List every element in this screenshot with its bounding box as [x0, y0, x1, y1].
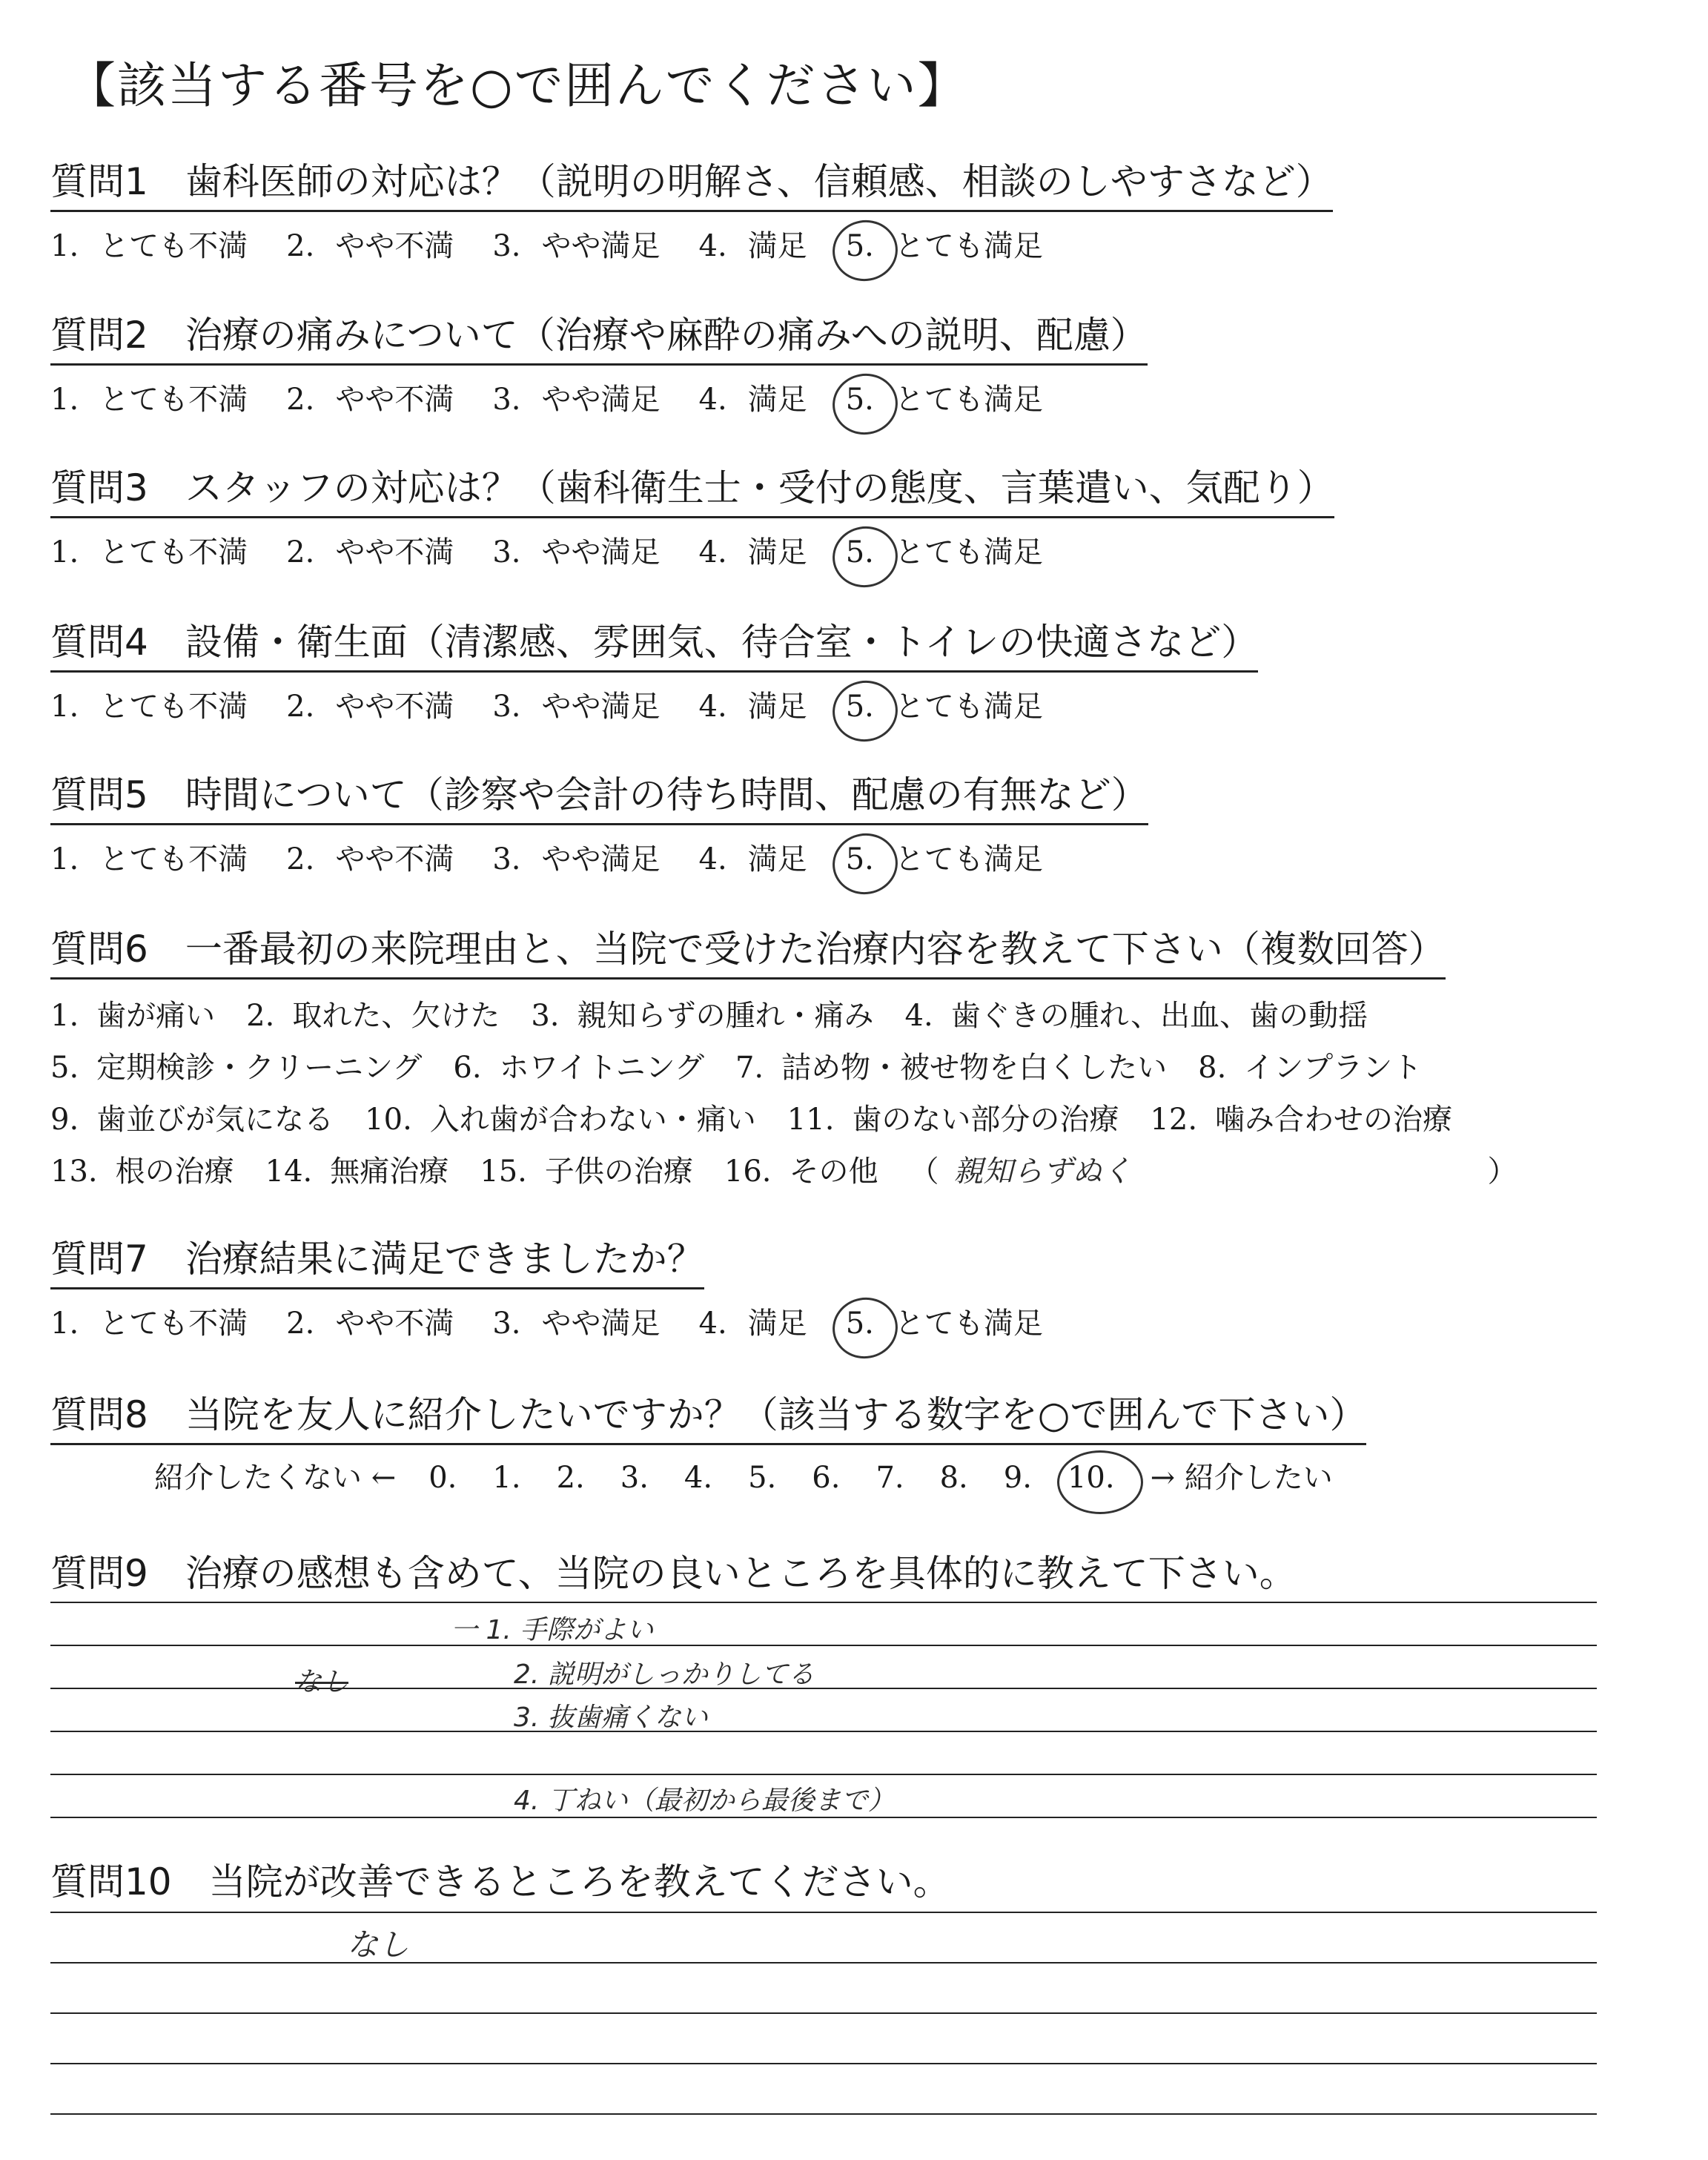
option-label: やや不満 — [335, 383, 454, 417]
option-label: やや不満 — [335, 690, 454, 724]
option-number: 4. — [698, 229, 727, 263]
rating-options — [50, 836, 1148, 878]
q6-option[interactable] — [50, 1042, 422, 1094]
option-number: 3. — [492, 842, 521, 876]
option-label: 噛み合わせの治療 — [1215, 1103, 1453, 1137]
option-number: 2. — [286, 229, 315, 263]
q6-option[interactable] — [724, 1146, 878, 1198]
question-1-heading — [50, 152, 1333, 212]
option-label: その他 — [789, 1155, 878, 1189]
question-text: 当院が改善できるところを教えてください。 — [208, 1860, 950, 1903]
q6-row — [50, 1146, 1517, 1198]
question-text: 治療の感想も含めて、当院の良いところを具体的に教えて下さい。 — [185, 1552, 1297, 1595]
option-label: やや満足 — [541, 535, 661, 569]
option-number: 2. — [286, 690, 315, 724]
option-label: やや不満 — [335, 229, 454, 263]
rating-option-1[interactable] — [50, 529, 248, 571]
rating-options — [50, 376, 1148, 418]
scale-option[interactable]: 8. — [939, 1461, 968, 1495]
option-number: 2. — [246, 999, 275, 1033]
question-text: 設備・衛生面（清潔感、雰囲気、待合室・トイレの快適さなど） — [185, 621, 1259, 664]
other-answer-field[interactable] — [910, 1146, 1517, 1198]
question-text: 一番最初の来院理由と、当院で受けた治療内容を教えて下さい（複数回答） — [185, 928, 1446, 971]
recommend-scale — [50, 1454, 1366, 1496]
question-4-heading — [50, 612, 1258, 673]
rating-option-4[interactable] — [699, 683, 807, 725]
option-label: とても不満 — [99, 535, 248, 569]
q6-options — [50, 990, 1517, 1198]
rating-option-2[interactable] — [286, 529, 454, 571]
question-9 — [50, 1544, 1297, 1597]
option-label: インプラント — [1244, 1051, 1423, 1085]
option-label: 定期検診・クリーニング — [96, 1051, 423, 1085]
option-label: 満足 — [747, 535, 807, 569]
question-7-heading — [50, 1229, 704, 1289]
option-label: とても不満 — [99, 229, 248, 263]
scale-option[interactable]: 5. — [748, 1461, 777, 1495]
option-label: 満足 — [747, 842, 807, 876]
option-label: やや満足 — [541, 229, 661, 263]
option-number: 3. — [492, 690, 521, 724]
option-number: 5. — [845, 229, 874, 263]
option-number: 1. — [50, 1307, 79, 1341]
question-number: 質問5 — [50, 773, 148, 816]
rating-option-4[interactable] — [699, 376, 807, 418]
option-number: 2. — [286, 535, 315, 569]
rating-option-2[interactable] — [286, 376, 454, 418]
rating-option-4[interactable] — [699, 222, 807, 265]
q9-answer-3: 3. 抜歯痛くない — [514, 1702, 708, 1733]
question-number: 質問10 — [50, 1860, 172, 1903]
rating-option-3[interactable] — [492, 683, 660, 725]
q9-answer-2: 2. 説明がしっかりしてる — [514, 1659, 815, 1690]
question-1 — [50, 152, 1333, 265]
option-label: 歯が痛い — [96, 999, 216, 1033]
option-number: 3. — [531, 999, 560, 1033]
option-label: 歯のない部分の治療 — [852, 1103, 1119, 1137]
option-number: 3. — [492, 1307, 521, 1341]
q6-option[interactable] — [1150, 1094, 1452, 1146]
q6-row — [50, 990, 1517, 1042]
option-number: 13. — [50, 1155, 98, 1189]
rating-option-2[interactable] — [286, 836, 454, 878]
question-text: 当院を友人に紹介したいですか？（該当する数字を○で囲んで下さい） — [185, 1393, 1367, 1436]
option-label: 満足 — [747, 690, 807, 724]
option-number: 1. — [50, 999, 79, 1033]
option-label: 歯並びが気になる — [96, 1103, 334, 1137]
option-number: 1. — [50, 229, 79, 263]
question-8 — [50, 1385, 1366, 1496]
option-label: 満足 — [747, 383, 807, 417]
scale-option[interactable]: 10. — [1067, 1461, 1115, 1495]
option-label: とても不満 — [99, 842, 248, 876]
rating-option-1[interactable] — [50, 222, 248, 265]
rating-option-4[interactable] — [699, 836, 807, 878]
rating-option-5[interactable] — [846, 376, 1043, 418]
q6-option[interactable] — [453, 1042, 704, 1094]
option-label: やや満足 — [541, 383, 661, 417]
option-number: 3. — [492, 383, 521, 417]
q6-option[interactable] — [787, 1094, 1119, 1146]
rating-option-1[interactable] — [50, 1300, 248, 1342]
option-number: 1. — [50, 535, 79, 569]
scale-option[interactable]: 1. — [492, 1461, 521, 1495]
option-label: とても満足 — [894, 535, 1043, 569]
q6-option[interactable] — [480, 1146, 693, 1198]
scale-option[interactable]: 4. — [683, 1461, 713, 1495]
option-label: とても不満 — [99, 383, 248, 417]
rating-option-3[interactable] — [492, 529, 660, 571]
question-text: 治療の痛みについて（治療や麻酔の痛みへの説明、配慮） — [185, 314, 1148, 357]
q6-option[interactable] — [265, 1146, 449, 1198]
scale-option[interactable]: 6. — [812, 1461, 841, 1495]
rating-option-2[interactable] — [286, 222, 454, 265]
option-label: 満足 — [747, 1307, 807, 1341]
q6-option[interactable] — [1198, 1042, 1422, 1094]
option-number: 14. — [265, 1155, 313, 1189]
question-9-heading — [50, 1544, 1297, 1597]
option-number: 5. — [845, 1307, 874, 1341]
question-text: 治療結果に満足できましたか？ — [185, 1238, 704, 1281]
rating-option-2[interactable] — [286, 683, 454, 725]
option-label: 子供の治療 — [544, 1155, 693, 1189]
rating-options — [50, 683, 1258, 725]
option-number: 1. — [50, 690, 79, 724]
scale-option[interactable]: 9. — [1003, 1461, 1032, 1495]
q9-answer-lines — [50, 1602, 1597, 1824]
option-number: 6. — [453, 1051, 482, 1085]
rating-options — [50, 222, 1333, 265]
question-text: スタッフの対応は？（歯科衛生士・受付の態度、言葉遣い、気配り） — [185, 466, 1334, 509]
rating-option-5[interactable] — [846, 836, 1043, 878]
rating-option-1[interactable] — [50, 683, 248, 725]
q6-option[interactable] — [531, 990, 873, 1042]
option-label: とても不満 — [99, 1307, 248, 1341]
q6-option[interactable] — [365, 1094, 756, 1146]
option-number: 12. — [1150, 1103, 1198, 1137]
q9-answer-4: 4. 丁ねい（最初から最後まで） — [514, 1786, 895, 1816]
option-label: 取れた、欠けた — [292, 999, 500, 1033]
rating-option-3[interactable] — [492, 1300, 660, 1342]
rating-options — [50, 529, 1334, 571]
option-number: 5. — [845, 690, 874, 724]
option-number: 11. — [787, 1103, 835, 1137]
option-label: とても不満 — [99, 690, 248, 724]
question-6 — [50, 919, 1517, 1198]
option-number: 1. — [50, 383, 79, 417]
question-number: 質問4 — [50, 621, 148, 664]
rating-option-2[interactable] — [286, 1300, 454, 1342]
option-label: とても満足 — [894, 1307, 1043, 1341]
q9-struck-answer: なし — [295, 1667, 349, 1697]
question-text: 歯科医師の対応は？（説明の明解さ、信頼感、相談のしやすさなど） — [185, 160, 1333, 203]
option-label: とても満足 — [894, 229, 1043, 263]
rating-option-5[interactable] — [846, 683, 1043, 725]
option-number: 5. — [845, 842, 874, 876]
option-label: やや不満 — [335, 535, 454, 569]
option-label: やや不満 — [335, 1307, 454, 1341]
option-label: やや満足 — [541, 690, 661, 724]
question-6-heading — [50, 919, 1446, 980]
paren-open: （ — [909, 1155, 939, 1189]
scale-option[interactable]: 3. — [620, 1461, 649, 1495]
question-number: 質問7 — [50, 1238, 148, 1281]
option-label: とても満足 — [894, 383, 1043, 417]
scale-right-label: → 紹介したい — [1150, 1461, 1333, 1495]
question-text: 時間について（診察や会計の待ち時間、配慮の有無など） — [185, 773, 1148, 816]
scale-left-label: 紹介したくない ← — [154, 1461, 397, 1495]
question-5-heading — [50, 765, 1148, 825]
option-label: やや不満 — [335, 842, 454, 876]
option-number: 4. — [698, 690, 727, 724]
q6-option[interactable] — [735, 1042, 1167, 1094]
option-label: とても満足 — [894, 690, 1043, 724]
option-label: 詰め物・被せ物を白くしたい — [781, 1051, 1168, 1085]
option-number: 5. — [50, 1051, 79, 1085]
rating-option-3[interactable] — [492, 222, 660, 265]
question-8-heading — [50, 1385, 1366, 1445]
q6-option[interactable] — [246, 990, 500, 1042]
option-number: 4. — [698, 535, 727, 569]
option-label: 満足 — [747, 229, 807, 263]
question-number: 質問2 — [50, 314, 148, 357]
option-number: 4. — [904, 999, 933, 1033]
rating-option-1[interactable] — [50, 376, 248, 418]
rating-option-3[interactable] — [492, 836, 660, 878]
option-label: 親知らずの腫れ・痛み — [577, 999, 874, 1033]
option-number: 5. — [845, 535, 874, 569]
q6-row — [50, 1042, 1517, 1094]
option-label: 無痛治療 — [330, 1155, 449, 1189]
q10-answer: なし — [347, 1926, 410, 1963]
rating-option-4[interactable] — [699, 1300, 807, 1342]
q6-option[interactable] — [50, 990, 215, 1042]
option-number: 4. — [698, 383, 727, 417]
rating-option-5[interactable] — [846, 222, 1043, 265]
option-number: 15. — [480, 1155, 527, 1189]
option-number: 9. — [50, 1103, 79, 1137]
option-label: やや満足 — [541, 842, 661, 876]
q6-option[interactable] — [905, 990, 1368, 1042]
question-2 — [50, 305, 1148, 418]
rating-option-5[interactable] — [846, 1300, 1043, 1342]
rating-option-4[interactable] — [699, 529, 807, 571]
scale-option[interactable]: 2. — [556, 1461, 585, 1495]
option-label: 歯ぐきの腫れ、出血、歯の動揺 — [950, 999, 1368, 1033]
rating-option-3[interactable] — [492, 376, 660, 418]
page-title: 【該当する番号を○で囲んでください】 — [67, 57, 968, 114]
question-3-heading — [50, 458, 1334, 518]
rating-option-1[interactable] — [50, 836, 248, 878]
question-number: 質問3 — [50, 466, 148, 509]
q6-row — [50, 1094, 1517, 1146]
question-5 — [50, 765, 1148, 878]
question-number: 質問8 — [50, 1393, 148, 1436]
question-10-heading — [50, 1852, 950, 1906]
rating-option-5[interactable] — [846, 529, 1043, 571]
option-number: 10. — [365, 1103, 412, 1137]
option-number: 7. — [735, 1051, 764, 1085]
option-number: 8. — [1198, 1051, 1227, 1085]
scale-option[interactable]: 7. — [875, 1461, 904, 1495]
option-number: 1. — [50, 842, 79, 876]
other-answer-text: 親知らずぬく — [953, 1155, 1132, 1189]
option-number: 2. — [286, 842, 315, 876]
option-number: 3. — [492, 229, 521, 263]
option-number: 2. — [286, 383, 315, 417]
q6-option[interactable] — [50, 1146, 234, 1198]
rating-options — [50, 1300, 1082, 1342]
question-4 — [50, 612, 1258, 725]
question-7 — [50, 1229, 1082, 1342]
option-label: とても満足 — [894, 842, 1043, 876]
option-number: 5. — [845, 383, 874, 417]
question-2-heading — [50, 305, 1148, 366]
scale-option[interactable]: 0. — [428, 1461, 457, 1495]
question-10 — [50, 1852, 950, 1906]
option-label: 入れ歯が合わない・痛い — [429, 1103, 756, 1137]
option-number: 4. — [698, 1307, 727, 1341]
q10-answer-lines — [50, 1912, 1597, 2134]
question-number: 質問1 — [50, 160, 148, 203]
paren-close: ） — [1487, 1155, 1517, 1189]
option-number: 4. — [698, 842, 727, 876]
question-number: 質問6 — [50, 928, 148, 971]
q6-option[interactable] — [50, 1094, 334, 1146]
option-number: 16. — [724, 1155, 772, 1189]
option-label: 根の治療 — [115, 1155, 234, 1189]
question-number: 質問9 — [50, 1552, 148, 1595]
option-number: 2. — [286, 1307, 315, 1341]
option-label: ホワイトニング — [499, 1051, 704, 1085]
option-label: やや満足 — [541, 1307, 661, 1341]
question-3 — [50, 458, 1334, 571]
q9-answer-1: 一 1. 手際がよい — [451, 1615, 654, 1645]
option-number: 3. — [492, 535, 521, 569]
